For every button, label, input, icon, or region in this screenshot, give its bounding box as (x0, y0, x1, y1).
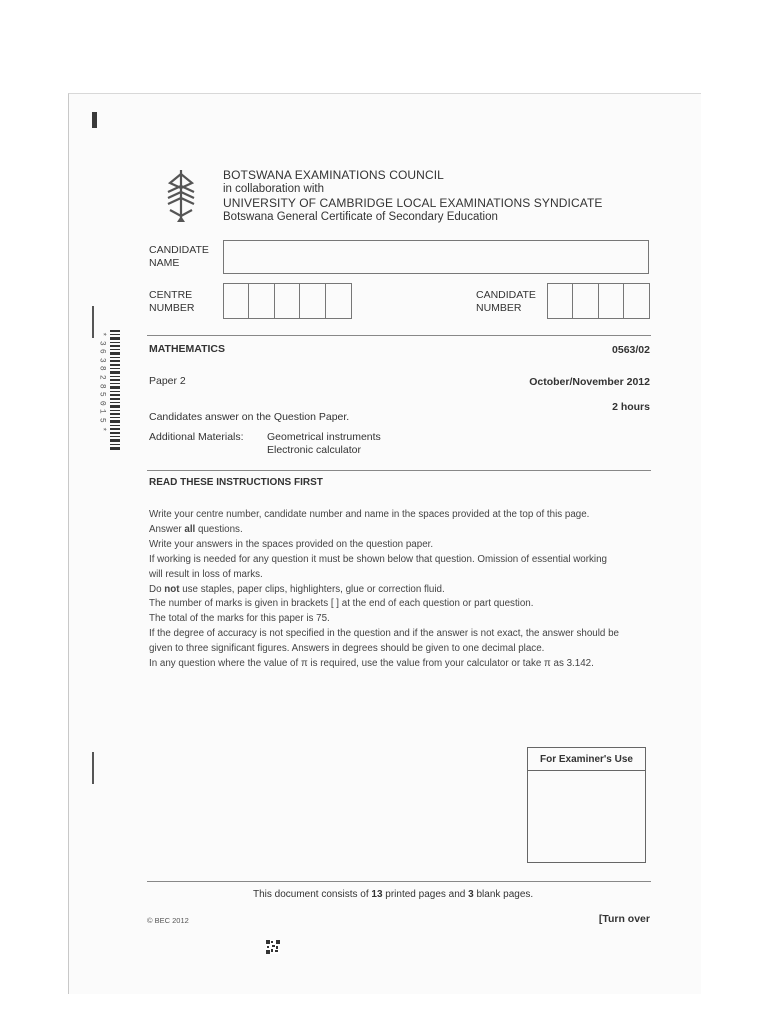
syllabus-code: 0563/02 (612, 344, 650, 356)
margin-tick (92, 752, 94, 784)
barcode-char: 8 (97, 366, 107, 372)
digit-box[interactable] (224, 284, 249, 318)
materials-label: Additional Materials: (149, 431, 244, 443)
instruction-line: The total of the marks for this paper is 75. (149, 613, 330, 625)
centre-number-field[interactable] (223, 283, 352, 319)
barcode-char: 5 (97, 392, 107, 397)
barcode-char: 3 (97, 357, 107, 363)
paper-number: Paper 2 (149, 375, 186, 387)
barcode-char: 8 (97, 383, 107, 389)
digit-box[interactable] (300, 284, 325, 318)
instructions-list (149, 508, 651, 672)
registration-mark (92, 112, 97, 128)
barcode-number (96, 330, 106, 433)
subject-title: MATHEMATICS (149, 343, 226, 355)
barcode-char: 6 (97, 349, 107, 354)
copyright-notice: © BEC 2012 (147, 916, 189, 925)
instruction-line: The number of marks is given in brackets [ ] at the end of each question or part question. (149, 598, 534, 610)
divider (147, 470, 651, 471)
centre-number-label-2: NUMBER (149, 302, 195, 314)
instruction-line: If the degree of accuracy is not specified in the question and if the answer is not exact, the answer should be (149, 628, 619, 640)
digit-box[interactable] (326, 284, 351, 318)
centre-number-label (149, 289, 195, 315)
barcode-char: 5 (97, 417, 107, 423)
divider (147, 335, 651, 336)
candidate-number-label-1: CANDIDATE (476, 289, 536, 301)
digit-box[interactable] (624, 284, 649, 318)
material-item: Electronic calculator (267, 444, 361, 456)
divider (147, 881, 651, 882)
printed-page-count: 13 (371, 889, 383, 900)
candidate-name-label-2: NAME (149, 257, 180, 269)
barcode-char: 1 (97, 409, 107, 415)
header-certificate: Botswana General Certificate of Secondary Education (223, 211, 498, 223)
instruction-emphasis: all (184, 523, 196, 535)
candidate-name-label (149, 244, 209, 270)
header-collab: in collaboration with (223, 183, 325, 195)
centre-number-label-1: CENTRE (149, 289, 193, 301)
instruction-text: Do (149, 583, 165, 595)
digit-box[interactable] (573, 284, 598, 318)
barcode-char: * (97, 331, 107, 337)
barcode-char: 2 (97, 374, 107, 380)
exam-board-header (223, 168, 603, 224)
exam-duration: 2 hours (612, 401, 650, 413)
page-count-note (253, 888, 533, 901)
candidate-name-field[interactable] (223, 240, 649, 274)
instructions-heading: READ THESE INSTRUCTIONS FIRST (149, 477, 323, 488)
blank-page-count: 3 (468, 889, 474, 900)
digit-box[interactable] (275, 284, 300, 318)
instruction-line: Write your answers in the spaces provided on the question paper. (149, 538, 434, 550)
answer-location-note: Candidates answer on the Question Paper. (149, 411, 350, 423)
footer-text: blank pages. (473, 889, 534, 900)
instruction-line: Write your centre number, candidate number and name in the spaces provided at the top of this page. (149, 509, 590, 520)
exam-session: October/November 2012 (529, 376, 650, 388)
qr-code-icon (266, 940, 280, 954)
turn-over-note: [Turn over (598, 913, 650, 925)
instruction-line: In any question where the value of π is required, use the value from your calculator or take π as 3.142. (149, 658, 594, 670)
margin-tick (92, 306, 94, 338)
candidate-number-label-2: NUMBER (476, 302, 522, 314)
header-council: BOTSWANA EXAMINATIONS COUNCIL (223, 168, 444, 182)
instruction-line: If working is needed for any question it must be shown below that question. Omission of essential working (149, 553, 607, 565)
instruction-text: use staples, paper clips, highlighters, glue or correction fluid. (179, 583, 445, 595)
instruction-line: given to three significant figures. Answers in degrees should be given to one decimal place. (149, 643, 545, 655)
examiner-use-box (527, 747, 646, 863)
instruction-text: questions. (195, 523, 243, 535)
examiner-use-label: For Examiner's Use (528, 748, 645, 771)
candidate-name-label-1: CANDIDATE (149, 244, 209, 256)
digit-box[interactable] (599, 284, 624, 318)
materials-list (267, 431, 381, 457)
material-item: Geometrical instruments (267, 431, 381, 443)
barcode-icon (110, 330, 120, 450)
candidate-number-field[interactable] (547, 283, 650, 319)
header-syndicate: UNIVERSITY OF CAMBRIDGE LOCAL EXAMINATIONS SYNDICATE (223, 196, 603, 210)
instruction-line (149, 523, 651, 538)
barcode-char: 0 (97, 400, 107, 406)
footer-text: This document consists of (253, 889, 372, 900)
instruction-line (149, 583, 651, 598)
instruction-text: Answer (149, 523, 185, 535)
bec-logo-icon (162, 166, 200, 226)
candidate-number-label (476, 289, 536, 315)
barcode-char: 3 (97, 340, 107, 346)
instruction-emphasis: not (164, 583, 180, 595)
digit-box[interactable] (548, 284, 573, 318)
barcode-char: * (97, 426, 107, 432)
digit-box[interactable] (249, 284, 274, 318)
footer-text: printed pages and (382, 889, 469, 900)
instruction-line: will result in loss of marks. (149, 568, 263, 580)
